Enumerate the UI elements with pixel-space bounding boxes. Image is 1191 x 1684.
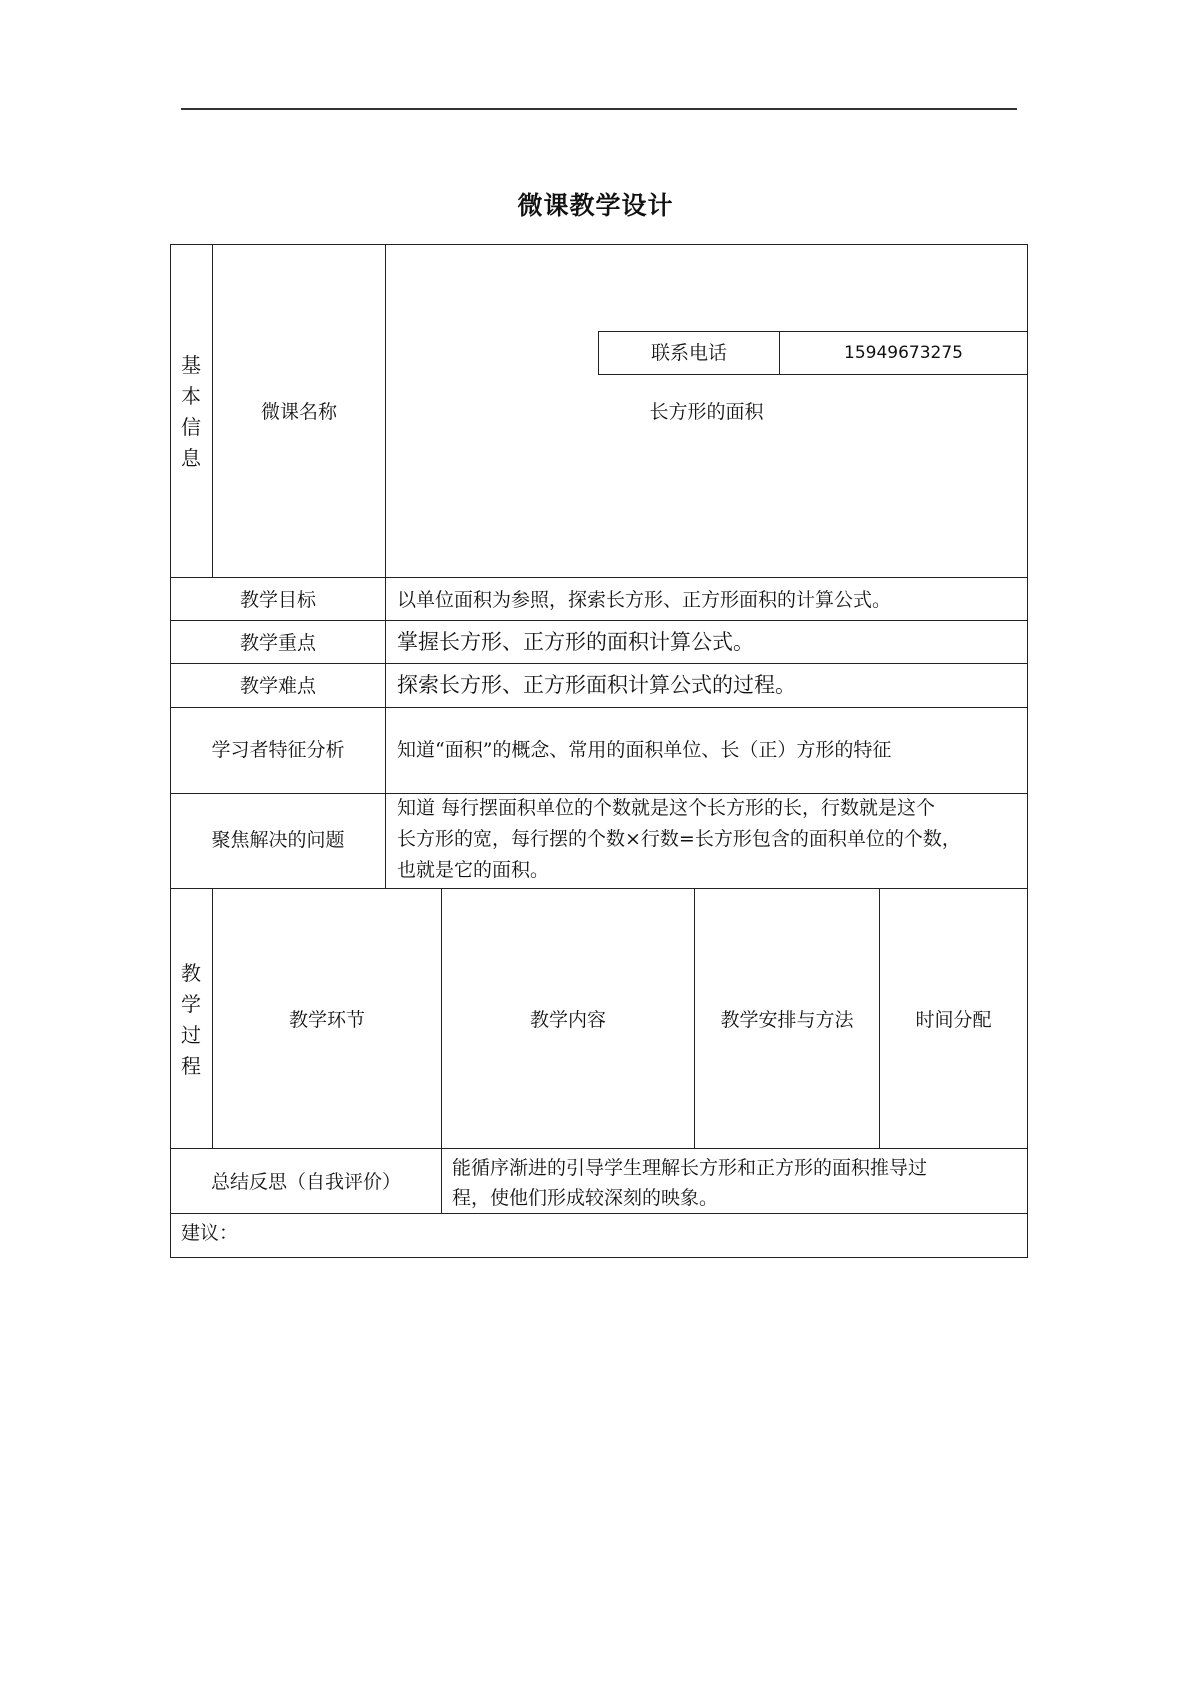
table-border-bottom — [170, 1257, 1028, 1258]
table-border-top — [170, 244, 1028, 245]
document-title: 微课教学设计 — [517, 191, 674, 220]
focus-problem-label: 聚焦解决的问题 — [211, 829, 345, 851]
column-header-time: 时间分配 — [915, 1009, 992, 1031]
row-line-7 — [170, 1148, 1028, 1149]
goal-label: 教学目标 — [239, 589, 316, 611]
contact-label: 联系电话 — [650, 342, 727, 364]
suggestion-label: 建议： — [181, 1222, 239, 1244]
learner-analysis-label: 学习者特征分析 — [211, 739, 345, 761]
row-line-1 — [170, 577, 1028, 578]
row-line-3 — [170, 663, 1028, 664]
goal-value: 以单位面积为参照，探索长方形、正方形面积的计算公式。 — [397, 589, 892, 611]
difficulty-value: 探索长方形、正方形面积计算公式的过程。 — [397, 673, 796, 697]
row-line-6 — [170, 888, 1028, 889]
course-name-value: 长方形的面积 — [649, 401, 764, 423]
column-header-method: 教学安排与方法 — [720, 1009, 854, 1031]
process-col-divider-1 — [441, 888, 442, 1214]
header-rule — [181, 108, 1017, 110]
contact-row-bottom-line — [598, 374, 1028, 375]
learner-analysis-value: 知道“面积”的概念、常用的面积单位、长（正）方形的特征 — [397, 739, 892, 761]
contact-row-top-line — [598, 331, 1028, 332]
row-line-2 — [170, 620, 1028, 621]
column-header-stage: 教学环节 — [288, 1009, 365, 1031]
summary-line-1: 能循序渐进的引导学生理解长方形和正方形的面积推导过 — [452, 1157, 928, 1179]
focus-problem-line-2: 长方形的宽，每行摆的个数×行数=长方形包含的面积单位的个数， — [397, 828, 961, 850]
row-line-4 — [170, 707, 1028, 708]
summary-line-2: 程，使他们形成较深刻的映象。 — [452, 1187, 719, 1209]
focus-problem-line-1: 知道 每行摆面积单位的个数就是这个长方形的长，行数就是这个 — [397, 797, 936, 819]
course-name-label: 微课名称 — [260, 401, 337, 423]
contact-value: 15949673275 — [844, 343, 963, 363]
key-point-label: 教学重点 — [239, 632, 316, 654]
difficulty-label: 教学难点 — [239, 675, 316, 697]
key-point-value: 掌握长方形、正方形的面积计算公式。 — [397, 630, 754, 654]
table-border-right — [1027, 244, 1028, 1258]
label-column-divider — [385, 244, 386, 889]
summary-label: 总结反思（自我评价） — [210, 1171, 401, 1193]
focus-problem-line-3: 也就是它的面积。 — [397, 859, 550, 881]
process-section-label: 教学过程 — [181, 961, 201, 1078]
basic-info-section-label: 基本信息 — [181, 353, 201, 470]
column-header-content: 教学内容 — [529, 1009, 606, 1031]
